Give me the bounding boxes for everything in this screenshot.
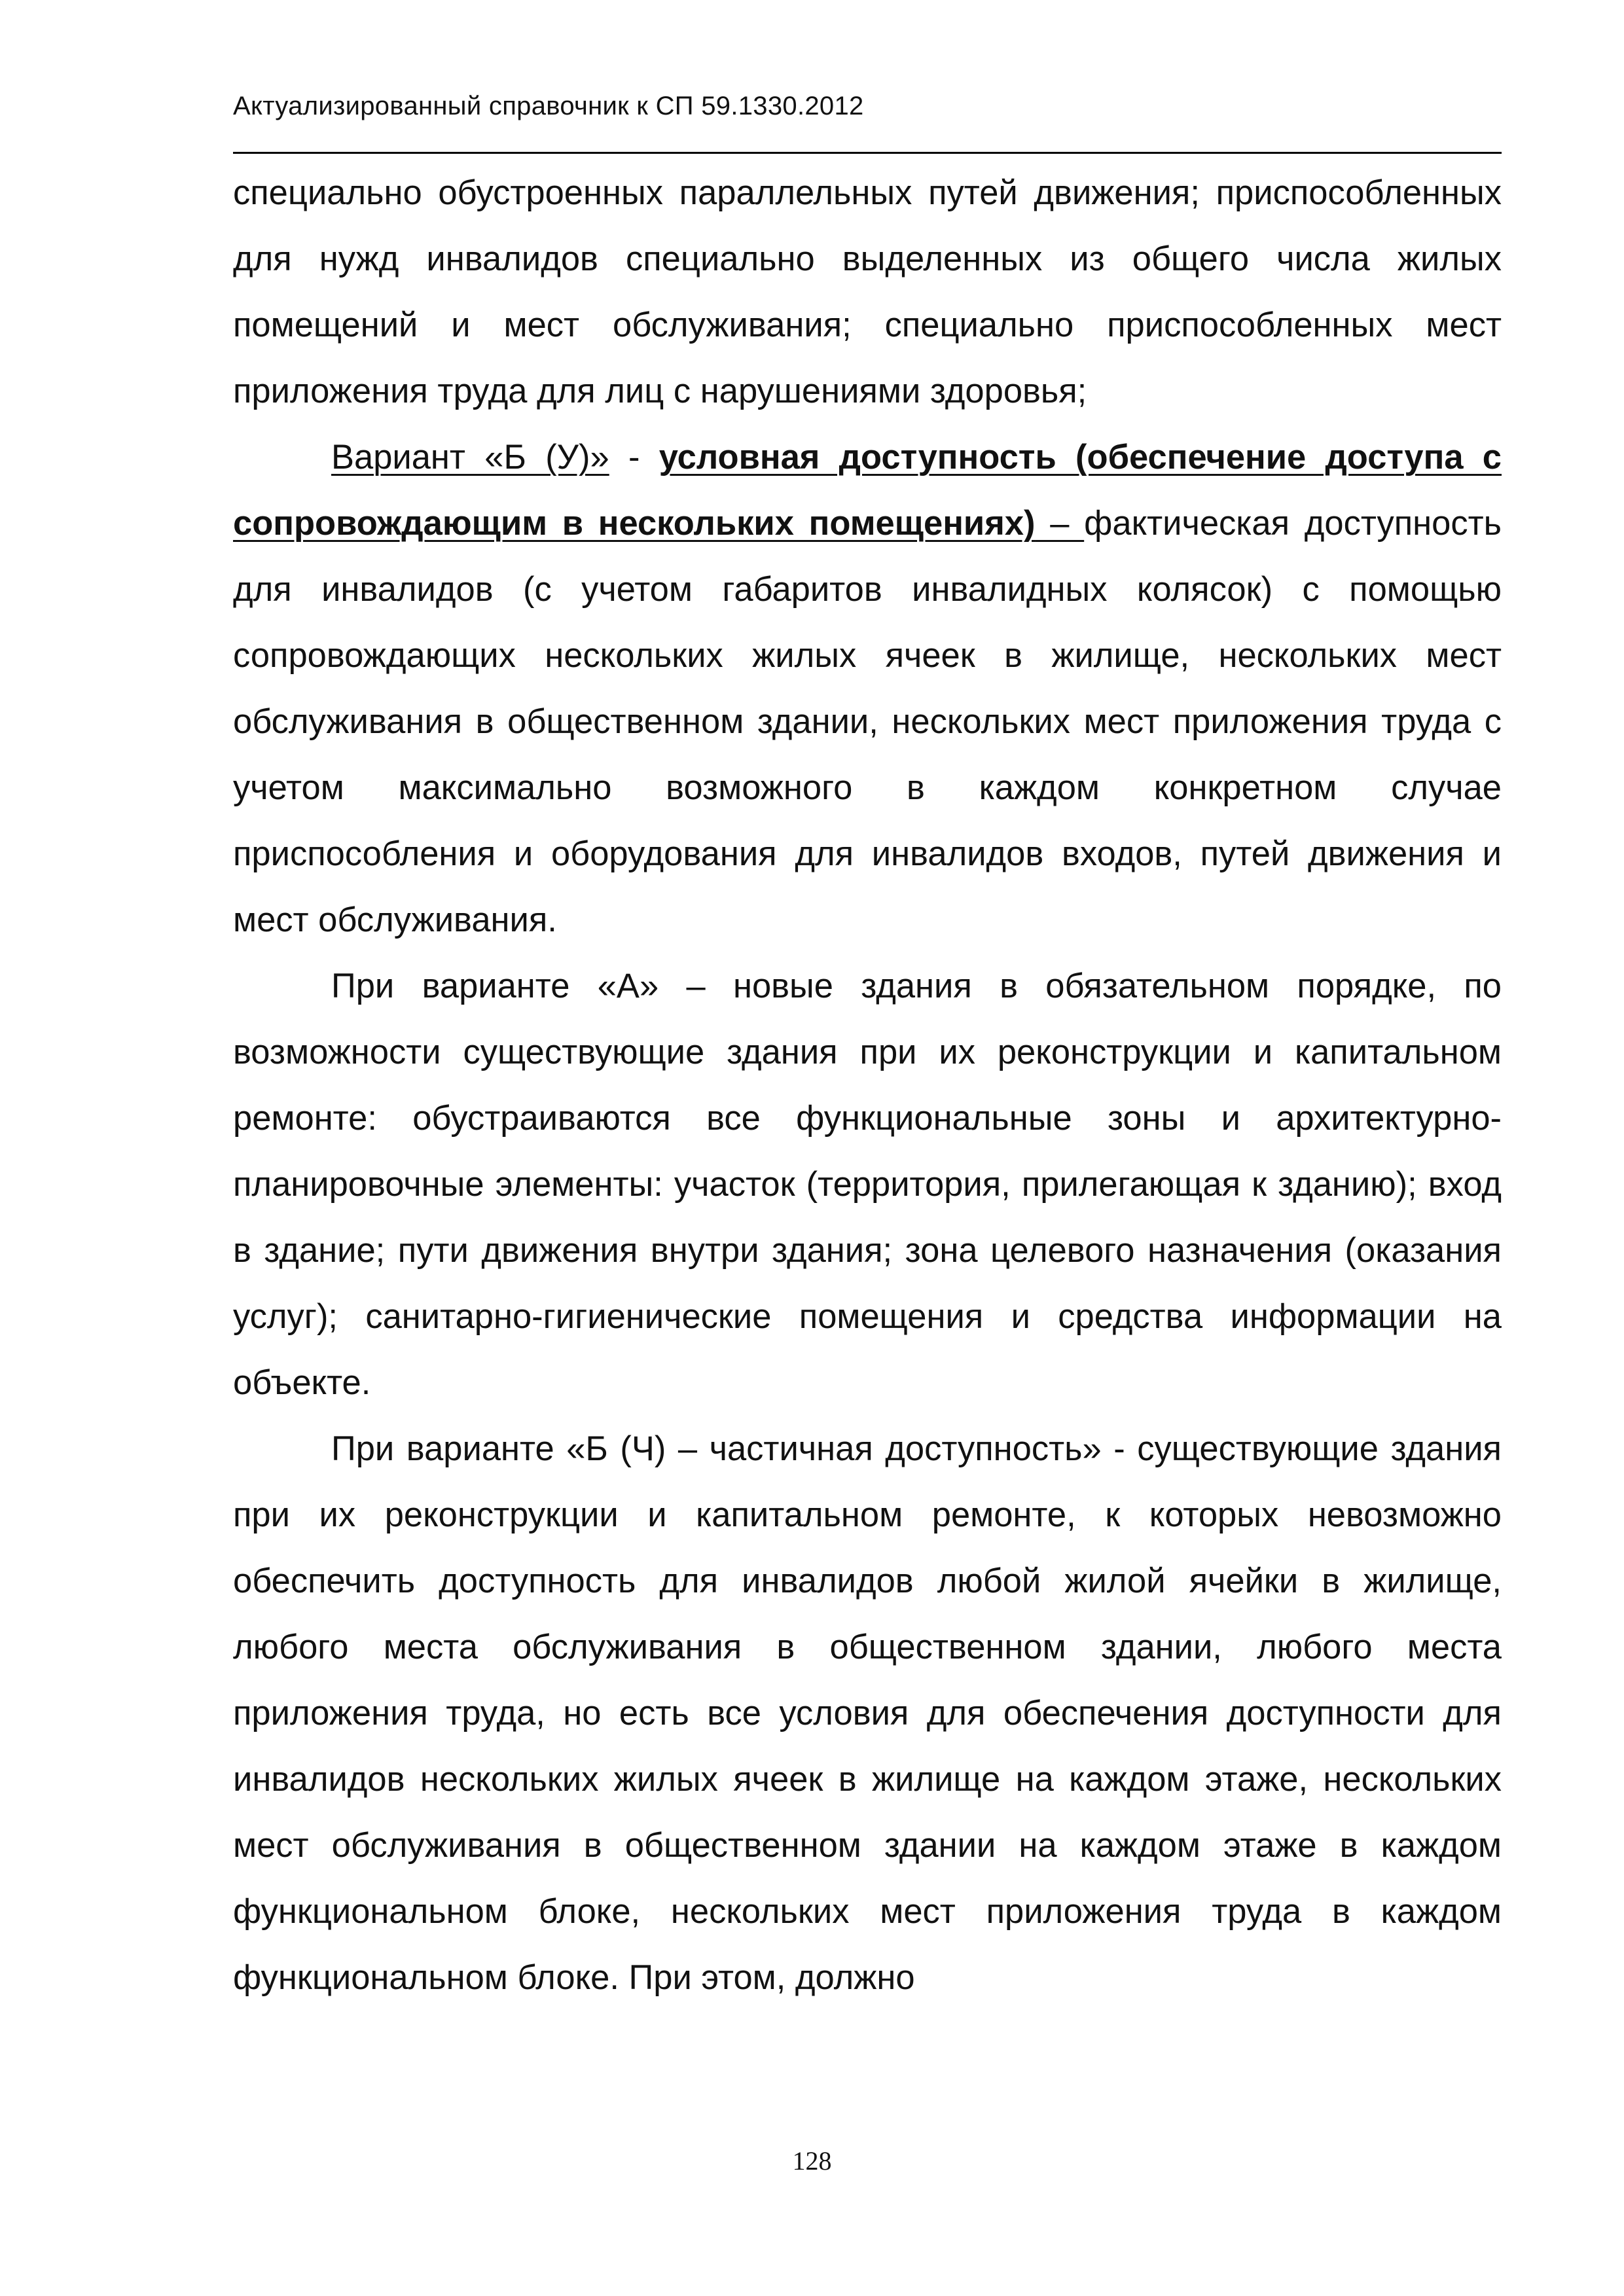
header-rule (233, 152, 1502, 154)
page-number: 128 (792, 2146, 832, 2176)
paragraph-1: специально обустроенных параллельных путей движения; приспособленных для нужд инвалидов специально выделенных из общего числа жилых помещений и мест обслуживания; специально приспособленных мест приложения труда для лиц с нарушениями здоровья; (233, 173, 1502, 410)
variant-b-u-label: Вариант «Б (У)» (331, 438, 609, 476)
paragraph-4: При варианте «Б (Ч) – частичная доступность» - существующие здания при их реконструкции и капитальном ремонте, к которых невозможно обеспечить доступность для инвалидов любой жилой ячейки в жилище, любого места обслуживания в общественном здании, любого места приложения труда, но есть все условия для обеспечения доступности для инвалидов нескольких жилых ячеек в жилище на каждом этаже, нескольких мест обслуживания в общественном здании на каждом этаже в каждом функциональном блоке, нескольких мест приложения труда в каждом функциональном блоке. При этом, должно (233, 1429, 1502, 1997)
running-header: Актуализированный справочник к СП 59.1330.2012 (233, 92, 864, 120)
separator: - (609, 438, 659, 476)
paragraph-2-text: фактическая доступность для инвалидов (с учетом габаритов инвалидных колясок) с помощью сопровождающих нескольких жилых ячеек в жилище, нескольких мест обслуживания в общественном здании, нескольких мест приложения труда с учетом максимально возможного в каждом конкретном случае приспособления и оборудования для инвалидов входов, путей движения и мест обслуживания. (233, 504, 1502, 939)
term-dash: – (1035, 504, 1085, 543)
body-text (233, 160, 1502, 2011)
paragraph-2 (233, 424, 1502, 953)
conditional-access-term: условная доступность (обеспечение доступа с сопровождающим в нескольких помещениях) (233, 438, 1502, 543)
paragraph-3: При варианте «А» – новые здания в обязательном порядке, по возможности существующие здания при их реконструкции и капитальном ремонте: обустраиваются все функциональные зоны и архитектурно-планировочные элементы: участок (территория, прилегающая к зданию); вход в здание; пути движения внутри здания; зона целевого назначения (оказания услуг); санитарно-гигиенические помещения и средства информации на объекте. (233, 967, 1502, 1402)
